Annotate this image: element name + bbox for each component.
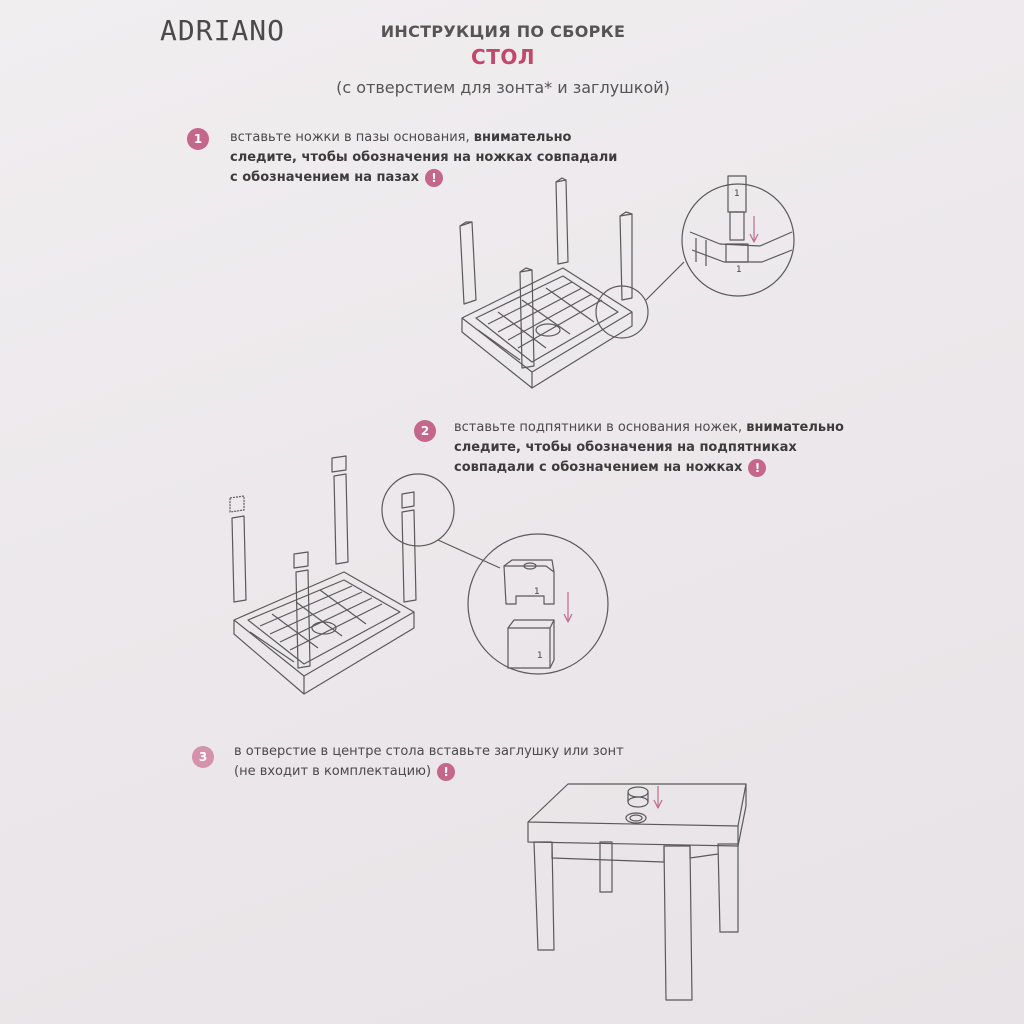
- step-2-cap-mark: 1: [534, 587, 540, 597]
- step-2-leg-2: [332, 456, 348, 564]
- step-1-leg-3: [620, 212, 632, 300]
- step-2-leg-1: [230, 496, 246, 602]
- step-2-detail-circle: [382, 474, 454, 546]
- step-2-number-badge: 2: [414, 420, 436, 442]
- instruction-title: ИНСТРУКЦИЯ ПО СБОРКЕ: [380, 22, 626, 41]
- step-2-leg-mark: 1: [537, 651, 543, 661]
- step-2-zoom-detail: [504, 560, 572, 668]
- step-1-table-frame-illustration: [462, 268, 632, 388]
- step-1-text-bold-2: следите, чтобы обозначения на ножках совпадали: [230, 150, 618, 165]
- step-2-table-frame-illustration: [234, 572, 414, 694]
- step-1-instruction: [230, 128, 650, 188]
- step-1-leg-4: [520, 268, 534, 368]
- step-2-text-regular: вставьте подпятники в основания ножек,: [454, 420, 743, 435]
- step-2-text-bold-2: следите, чтобы обозначения на подпятниках: [454, 440, 797, 455]
- step-1-leg-2: [556, 178, 568, 264]
- step-3-assembled-table-illustration: [528, 784, 746, 1000]
- step-3-text-line-1: в отверстие в центре стола вставьте заглушку или зонт: [234, 744, 624, 759]
- step-1-text-bold-1: внимательно: [473, 130, 572, 145]
- step-3-warning-icon: !: [437, 763, 455, 781]
- step-2-instruction: [454, 418, 874, 478]
- step-1-slot-mark: 1: [736, 265, 742, 275]
- step-2-leg-3: [402, 492, 416, 602]
- step-2-warning-icon: !: [748, 459, 766, 477]
- step-1-leg-mark: 1: [734, 189, 740, 199]
- step-1-number-badge: 1: [187, 128, 209, 150]
- product-subtitle: (с отверстием для зонта* и заглушкой): [336, 78, 670, 97]
- product-name: СТОЛ: [471, 45, 535, 69]
- step-2-leg-4: [294, 552, 310, 668]
- step-1-leg-1: [460, 222, 476, 304]
- step-1-detail-circle: [596, 286, 648, 338]
- step-1-warning-icon: !: [425, 169, 443, 187]
- step-3-number-badge: 3: [192, 746, 214, 768]
- step-3-text-line-2: (не входит в комплектацию): [234, 764, 432, 779]
- brand-logo: ADRIANO: [160, 14, 286, 47]
- step-1-text-bold-3: с обозначением на пазах: [230, 170, 420, 185]
- step-1-zoom-circle: [682, 184, 794, 296]
- step-2-text-bold-1: внимательно: [746, 420, 844, 435]
- step-2-zoom-circle: [468, 534, 608, 674]
- step-1-zoom-detail: [690, 176, 792, 266]
- step-2-text-bold-3: совпадали с обозначением на ножках: [454, 460, 743, 475]
- step-3-instruction: [234, 742, 674, 782]
- step-1-text-regular: вставьте ножки в пазы основания,: [230, 130, 470, 145]
